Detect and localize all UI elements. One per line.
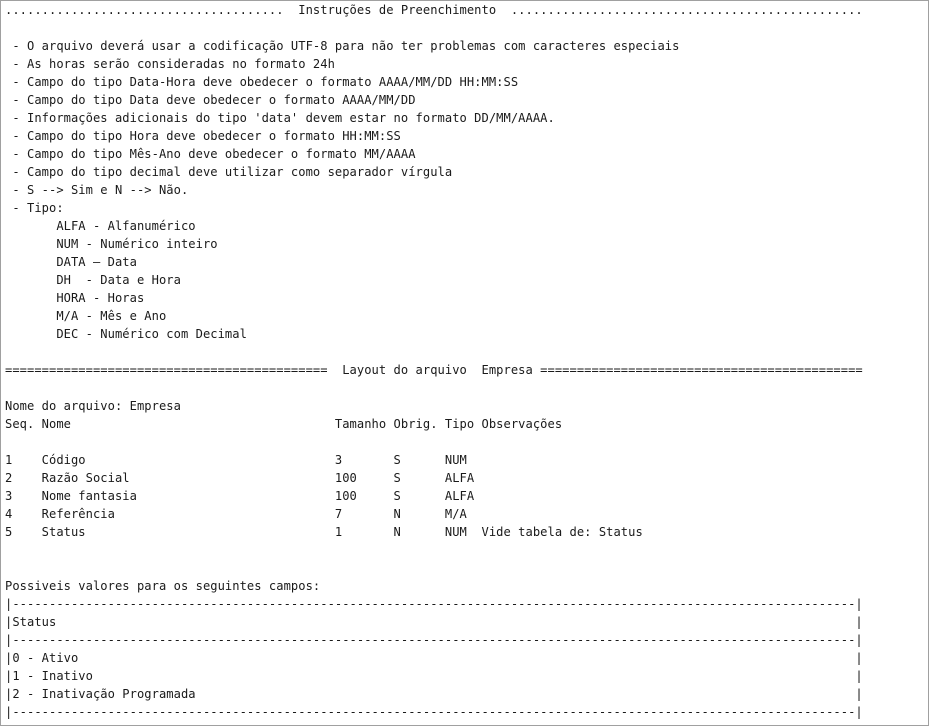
values-heading: Possiveis valores para os seguintes campos:: [5, 579, 321, 593]
type-alfa: ALFA - Alfanumérico: [5, 219, 196, 233]
values-border-top: |-------------------------------------------------------------------------------------------------------------------|: [5, 597, 863, 611]
instruction-utf8: - O arquivo deverá usar a codificação UTF-8 para não ter problemas com caracteres especiais: [5, 39, 680, 53]
instruction-extra-date: - Informações adicionais do tipo 'data' devem estar no formato DD/MM/AAAA.: [5, 111, 555, 125]
values-field-status: |Status |: [5, 615, 863, 629]
blank-line: [5, 379, 863, 397]
type-data: DATA – Data: [5, 255, 137, 269]
file-name: Nome do arquivo: Empresa: [5, 399, 181, 413]
value-option: |2 - Inativação Programada |: [5, 687, 863, 701]
table-row: 4 Referência 7 N M/A: [5, 507, 467, 521]
instruction-type: - Tipo:: [5, 201, 64, 215]
blank-line: [5, 19, 863, 37]
instruction-decimal: - Campo do tipo decimal deve utilizar como separador vírgula: [5, 165, 453, 179]
instructions-title: ...................................... Instruções de Preenchimento ................................................: [5, 3, 863, 17]
instruction-date: - Campo do tipo Data deve obedecer o formato AAAA/MM/DD: [5, 93, 416, 107]
value-option: |0 - Ativo |: [5, 651, 863, 665]
layout-title: ============================================ Layout do arquivo Empresa ============================================: [5, 363, 863, 377]
table-row: 2 Razão Social 100 S ALFA: [5, 471, 475, 485]
layout-column-headers: Seq. Nome Tamanho Obrig. Tipo Observações: [5, 417, 563, 431]
type-month-year: M/A - Mês e Ano: [5, 309, 167, 323]
table-row: 5 Status 1 N NUM Vide tabela de: Status: [5, 525, 643, 539]
type-dec: DEC - Numérico com Decimal: [5, 327, 247, 341]
blank-line: [5, 541, 863, 559]
values-border-bottom: |-------------------------------------------------------------------------------------------------------------------|: [5, 705, 863, 719]
blank-line: [5, 343, 863, 361]
blank-line: [5, 433, 863, 451]
instructions-document: [5, 1, 863, 721]
instruction-time: - Campo do tipo Hora deve obedecer o formato HH:MM:SS: [5, 129, 401, 143]
value-option: |1 - Inativo |: [5, 669, 863, 683]
type-dh: DH - Data e Hora: [5, 273, 181, 287]
type-num: NUM - Numérico inteiro: [5, 237, 218, 251]
table-row: 3 Nome fantasia 100 S ALFA: [5, 489, 475, 503]
blank-line: [5, 559, 863, 577]
type-hora: HORA - Horas: [5, 291, 145, 305]
instruction-yes-no: - S --> Sim e N --> Não.: [5, 183, 189, 197]
instruction-hours: - As horas serão consideradas no formato 24h: [5, 57, 335, 71]
table-row: 1 Código 3 S NUM: [5, 453, 467, 467]
instruction-datetime: - Campo do tipo Data-Hora deve obedecer o formato AAAA/MM/DD HH:MM:SS: [5, 75, 519, 89]
values-border-mid: |-------------------------------------------------------------------------------------------------------------------|: [5, 633, 863, 647]
instruction-month-year: - Campo do tipo Mês-Ano deve obedecer o formato MM/AAAA: [5, 147, 416, 161]
